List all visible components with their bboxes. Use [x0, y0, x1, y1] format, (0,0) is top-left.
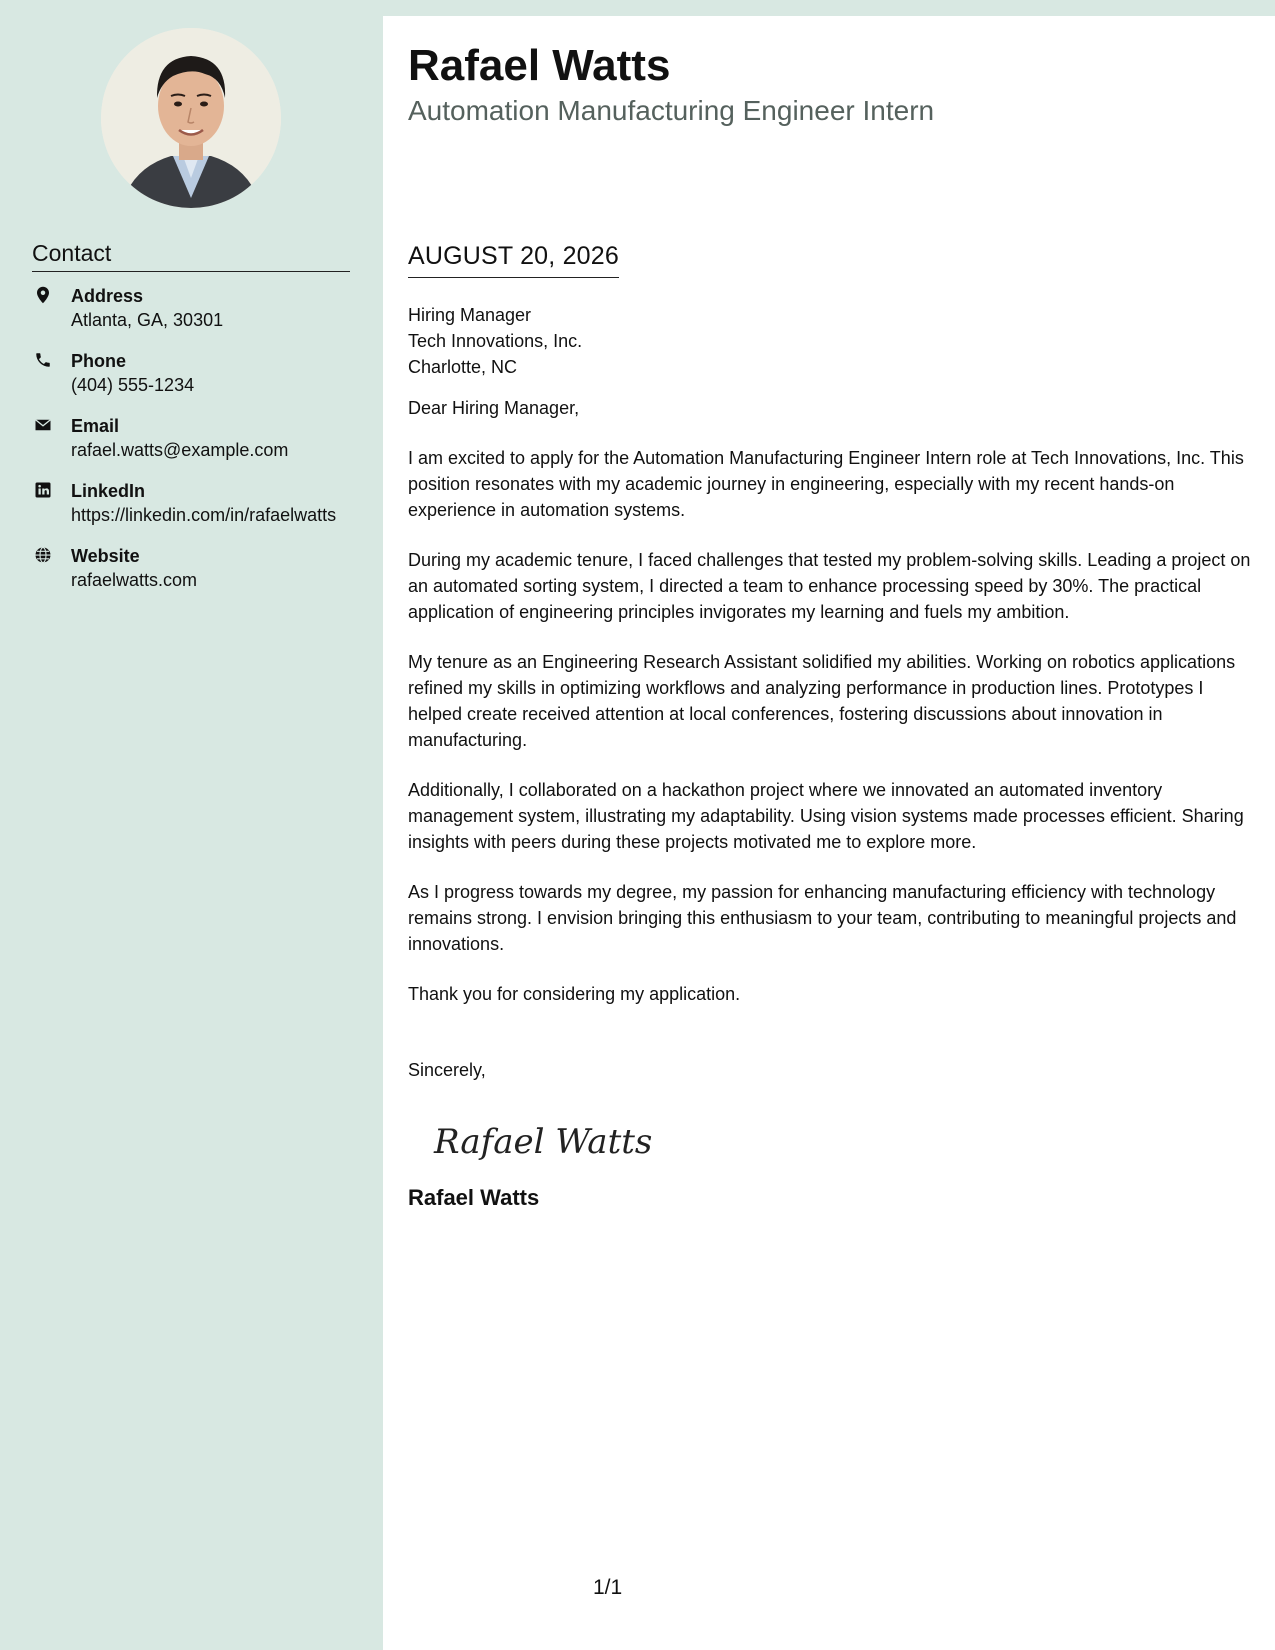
- paragraph: As I progress towards my degree, my passion for enhancing manufacturing efficiency with technology remains strong. I envision bringing this enthusiasm to your team, contributing to meaningful projects and innovations.: [408, 882, 1237, 954]
- contact-address: [32, 284, 352, 332]
- contact-linkedin: [32, 479, 352, 527]
- recipient-block: [408, 302, 1253, 380]
- letter-body: [408, 302, 1253, 1211]
- contact-phone-value: (404) 555-1234: [71, 375, 195, 395]
- greeting: Dear Hiring Manager,: [408, 398, 580, 418]
- contact-website: [32, 544, 352, 592]
- contact-email-value[interactable]: rafael.watts@example.com: [71, 440, 289, 460]
- paragraph: I am excited to apply for the Automation Manufacturing Engineer Intern role at Tech Innovations, Inc. This position resonates with my academic journey in engineering, especially with my recent hands-on experience in automation systems.: [408, 448, 1244, 520]
- contact-address-value: Atlanta, GA, 30301: [71, 310, 224, 330]
- paragraph: During my academic tenure, I faced challenges that tested my problem-solving skills. Leading a project on an automated sorting system, I directed a team to enhance processing speed by 30%. The practical application of engineering principles invigorates my learning and fuels my ambition.: [408, 550, 1251, 622]
- page-number: 1/1: [593, 1576, 623, 1599]
- paragraph: Thank you for considering my application.: [408, 984, 741, 1004]
- map-pin-icon: [34, 286, 52, 304]
- contact-list: [32, 284, 352, 609]
- signature: [430, 1111, 670, 1171]
- profile-photo: [101, 28, 281, 208]
- contact-email: [32, 414, 352, 462]
- paragraph: My tenure as an Engineering Research Assistant solidified my abilities. Working on robotics applications refined my skills in optimizing workflows and analyzing performance in production lines. Prototypes I helped create received attention at local conferences, fostering discussions about innovation in manufacturing.: [408, 652, 1236, 750]
- letter-date: AUGUST 20, 2026: [408, 242, 619, 278]
- profile-photo-illustration: [101, 28, 281, 208]
- contact-phone: [32, 349, 352, 397]
- contact-website-label: Website: [71, 546, 140, 566]
- paragraph: Additionally, I collaborated on a hackathon project where we innovated an automated inventory management system, illustrating my adaptability. Using vision systems made processes efficient. Sharing insights with peers during these projects motivated me to explore more.: [408, 780, 1244, 852]
- recipient-line: Charlotte, NC: [408, 357, 518, 377]
- sidebar: [0, 0, 383, 1650]
- recipient-line: Tech Innovations, Inc.: [408, 331, 583, 351]
- envelope-icon: [34, 416, 52, 434]
- closing: Sincerely,: [408, 1060, 486, 1080]
- signer-name: Rafael Watts: [408, 1185, 540, 1210]
- recipient-line: Hiring Manager: [408, 305, 532, 325]
- signature-text: Rafael Watts: [434, 1122, 653, 1162]
- phone-icon: [34, 351, 52, 369]
- applicant-role: Automation Manufacturing Engineer Intern: [408, 95, 935, 126]
- contact-website-value[interactable]: rafaelwatts.com: [71, 570, 198, 590]
- applicant-name: Rafael Watts: [408, 41, 671, 90]
- contact-address-label: Address: [71, 286, 144, 306]
- contact-email-label: Email: [71, 416, 120, 436]
- contact-linkedin-value[interactable]: https://linkedin.com/in/rafaelwatts: [71, 505, 337, 525]
- contact-linkedin-label: LinkedIn: [71, 481, 146, 501]
- globe-icon: [34, 546, 52, 564]
- contact-phone-label: Phone: [71, 351, 127, 371]
- linkedin-icon: [34, 481, 52, 499]
- main-content: [383, 16, 1275, 1650]
- contact-heading: Contact: [32, 240, 350, 272]
